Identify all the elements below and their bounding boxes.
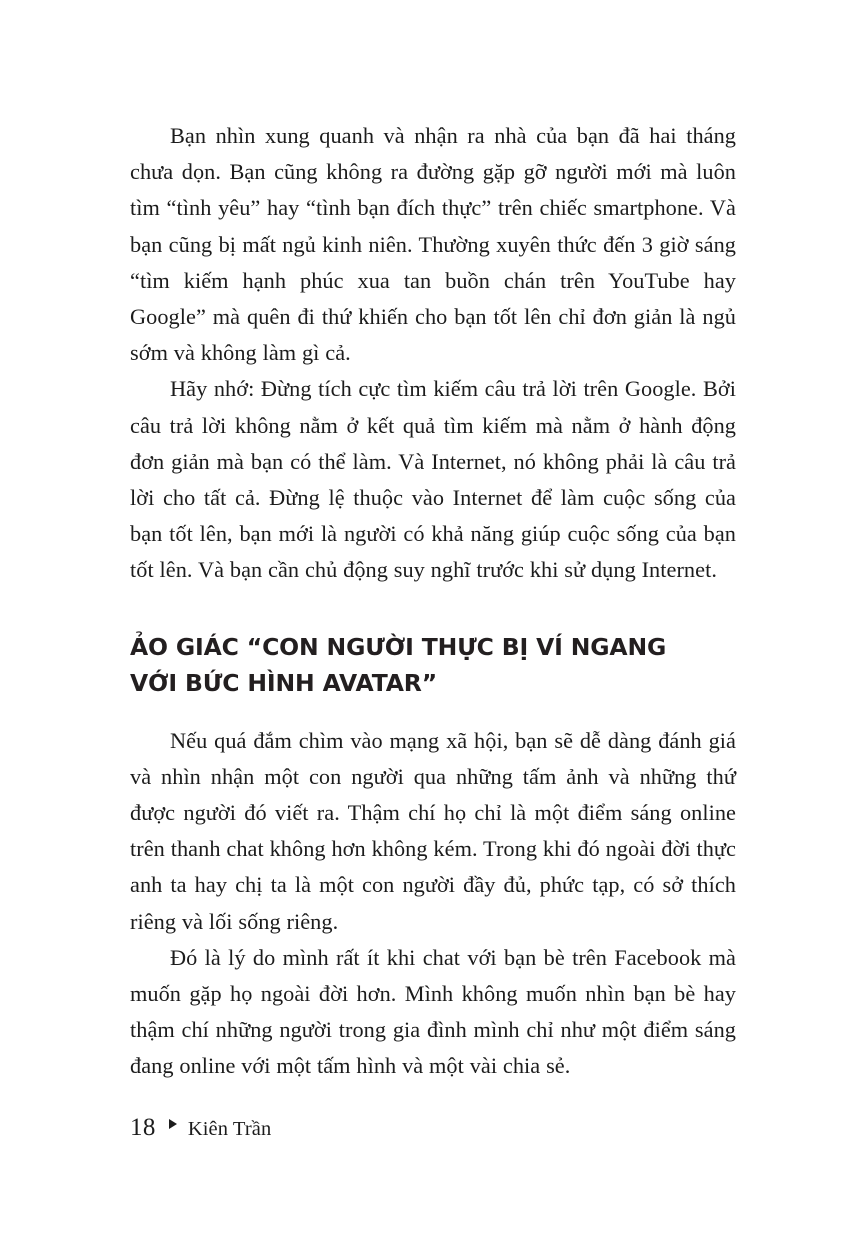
heading-line-1: ẢO GIÁC “CON NGƯỜI THỰC BỊ VÍ NGANG	[130, 632, 667, 661]
page-heading	[130, 629, 736, 701]
paragraph-4: Đó là lý do mình rất ít khi chat với bạn bè trên Facebook mà muốn gặp họ ngoài đời hơn. Mình không muốn nhìn bạn bè hay thậm chí những người trong gia đình mình chỉ như một điểm sáng đang online với một tấm hình và một vài chia sẻ.	[130, 944, 736, 1079]
paragraph-2: Hãy nhớ: Đừng tích cực tìm kiếm câu trả lời trên Google. Bởi câu trả lời không nằm ở kết quả tìm kiếm mà nằm ở hành động đơn giản mà bạn có thể làm. Và Internet, nó không phải là câu trả lời cho tất cả. Đừng lệ thuộc vào Internet để làm cuộc sống của bạn tốt lên, bạn mới là người có khả năng giúp cuộc sống của bạn tốt lên. Và bạn cần chủ động suy nghĩ trước khi sử dụng Internet.	[130, 376, 736, 583]
page-text-column	[130, 118, 736, 1085]
paragraph-3: Nếu quá đắm chìm vào mạng xã hội, bạn sẽ dễ dàng đánh giá và nhìn nhận một con người qua những tấm ảnh và những thứ được người đó viết ra. Thậm chí họ chỉ là một điểm sáng online trên thanh chat không hơn không kém. Trong khi đó ngoài đời thực anh ta hay chị ta là một con người đầy đủ, phức tạp, có sở thích riêng và lối sống riêng.	[130, 727, 736, 934]
paragraph-1: Bạn nhìn xung quanh và nhận ra nhà của bạn đã hai tháng chưa dọn. Bạn cũng không ra đường gặp gỡ người mới mà luôn tìm “tình yêu” hay “tình bạn đích thực” trên chiếc smartphone. Và bạn cũng bị mất ngủ kinh niên. Thường xuyên thức đến 3 giờ sáng “tìm kiếm hạnh phúc xua tan buồn chán trên YouTube hay Google” mà quên đi thứ khiến cho bạn tốt lên chỉ đơn giản là ngủ sớm và không làm gì cả.	[130, 123, 736, 366]
page-number: 18	[130, 1114, 156, 1141]
author-name: Kiên Trần	[187, 1118, 272, 1140]
heading-line-2: VỚI BỨC HÌNH AVATAR”	[130, 668, 438, 697]
section-heading-block	[130, 629, 736, 701]
page-footer	[130, 1115, 271, 1140]
right-triangle-icon	[169, 1119, 177, 1129]
